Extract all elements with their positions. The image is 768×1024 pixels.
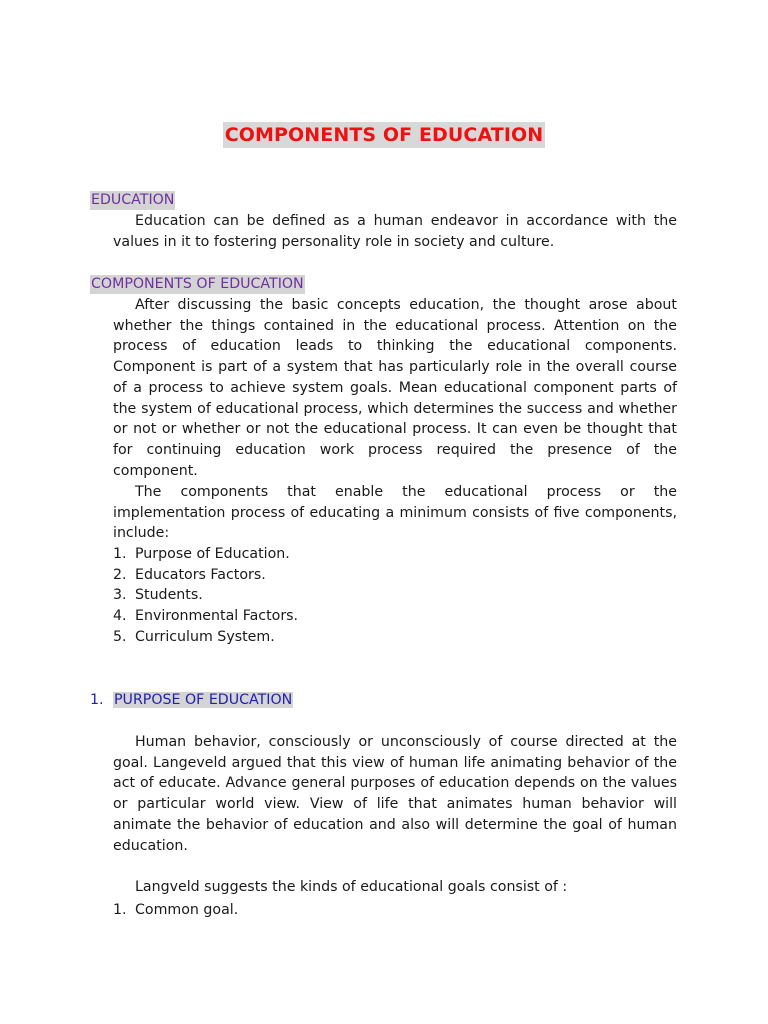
heading-number: 1. — [90, 692, 104, 708]
list-item — [113, 627, 298, 648]
list-text: Curriculum System. — [135, 628, 275, 645]
components-paragraph-1 — [113, 295, 677, 481]
list-number: 4. — [113, 608, 127, 625]
purpose-paragraph-1 — [113, 732, 677, 856]
list-number: 1. — [113, 902, 127, 918]
list-number: 3. — [113, 587, 127, 604]
list-number: 1. — [113, 546, 127, 562]
list-text: Students. — [135, 587, 203, 604]
list-text: Environmental Factors. — [135, 608, 299, 625]
section-heading-purpose — [90, 690, 293, 710]
list-item — [113, 565, 298, 586]
heading-label: PURPOSE OF EDUCATION — [114, 692, 293, 708]
list-text: Purpose of Education. — [135, 546, 290, 562]
list-item — [113, 900, 238, 921]
paragraph-text: Langveld suggests the kinds of educational goals consist of : — [135, 879, 568, 895]
education-definition-paragraph — [113, 211, 677, 252]
paragraph-text: Human behavior, consciously or unconsciously of course directed at the goal. Langeveld argued that this view of human life animating behavior of the act of educate. Advance general purposes of education depends on the values or particular world view. View of life that animates human behavior will animate the behavior of education and also will determine the goal of human education. — [113, 734, 677, 854]
page-title: COMPONENTS OF EDUCATION — [224, 124, 544, 146]
paragraph-text: Education can be defined as a human endeavor in accordance with the values in it to fostering personality role in society and culture. — [113, 213, 677, 250]
paragraph-text: After discussing the basic concepts education, the thought arose about whether the things contained in the educational process. Attention on the process of education leads to thinking the educational components. Component is part of a system that has particularly role in the overall course of a process to achieve system goals. Mean educational component parts of the system of educational process, which determines the success and whether or not or whether or not the educational process. It can even be thought that for continuing education work process required the presence of the component. — [113, 297, 677, 479]
list-text: Educators Factors. — [135, 566, 266, 583]
purpose-paragraph-2 — [113, 877, 677, 898]
list-item — [113, 544, 298, 565]
section-heading-education: EDUCATION — [91, 192, 175, 208]
list-item — [113, 606, 298, 627]
list-item — [113, 585, 298, 606]
components-paragraph-2 — [113, 482, 677, 544]
list-number: 2. — [113, 566, 127, 583]
section-heading-components: COMPONENTS OF EDUCATION — [91, 276, 304, 292]
goals-list — [113, 900, 238, 921]
paragraph-text: The components that enable the educational process or the implementation process of educating a minimum consists of five components, include: — [113, 484, 677, 542]
list-text: Common goal. — [135, 902, 239, 918]
title-wrapper — [0, 122, 768, 148]
components-list — [113, 544, 298, 648]
list-number: 5. — [113, 628, 127, 645]
